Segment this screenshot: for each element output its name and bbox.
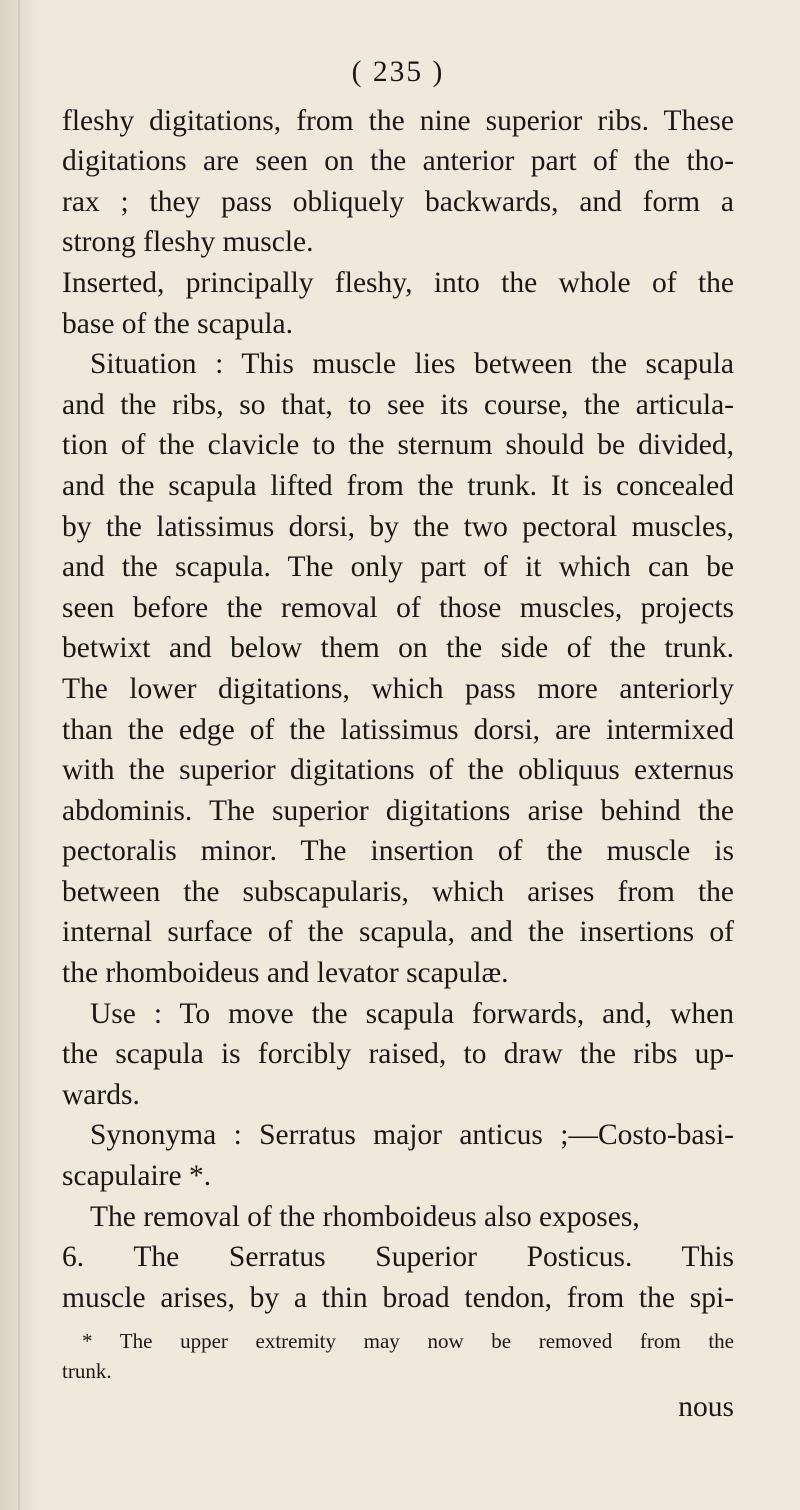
text-line: The removal of the rhomboideus also exposes, (90, 1200, 640, 1233)
text-line: base of the scapula. (62, 307, 293, 340)
text-line: and the scapula lifted from the trunk. It is concealed (62, 469, 734, 502)
text-line: the scapula is forcibly raised, to draw the ribs up- (62, 1038, 734, 1071)
text-line: pectoralis minor. The insertion of the muscle is (62, 835, 734, 868)
text-line: rax ; they pass obliquely backwards, and form a (62, 185, 734, 218)
text-line: fleshy digitations, from the nine superior ribs. These (62, 104, 734, 137)
section-heading-serratus-superior-posticus: 6. The Serratus Superior Posticus. This (62, 1241, 734, 1274)
text-line-use: Use : To move the scapula forwards, and, when (90, 997, 734, 1030)
text-line-situation: Situation : This muscle lies between the scapula (90, 348, 734, 381)
text-line-synonyma: Synonyma : Serratus major anticus ;—Costo-basi- (90, 1119, 734, 1152)
text-line: with the superior digitations of the obliquus externus (62, 754, 734, 787)
footnote-line: * The upper extremity may now be removed from the (82, 1329, 734, 1354)
text-line: internal surface of the scapula, and the insertions of (62, 916, 734, 949)
text-line: by the latissimus dorsi, by the two pectoral muscles, (62, 510, 734, 543)
text-line: and the scapula. The only part of it which can be (62, 551, 734, 584)
text-line: scapulaire *. (62, 1160, 212, 1193)
text-line: seen before the removal of those muscles, projects (62, 591, 734, 624)
footnote-line: trunk. (62, 1359, 112, 1384)
text-line: muscle arises, by a thin broad tendon, from the spi- (62, 1281, 734, 1314)
text-line: abdominis. The superior digitations arise behind the (62, 794, 734, 827)
gutter-shadow (18, 0, 20, 1510)
text-line: betwixt and below them on the side of the trunk. (62, 632, 734, 665)
text-line: than the edge of the latissimus dorsi, are intermixed (62, 713, 734, 746)
text-line: between the subscapularis, which arises from the (62, 875, 734, 908)
text-line: The lower digitations, which pass more anteriorly (62, 672, 734, 705)
text-line: digitations are seen on the anterior part of the tho- (62, 145, 734, 178)
text-line: the rhomboideus and levator scapulæ. (62, 957, 509, 990)
text-line-inserted: Inserted, principally fleshy, into the whole of the (62, 266, 734, 299)
text-line: wards. (62, 1078, 140, 1111)
page-text (62, 52, 734, 1428)
page-number-header: ( 235 ) (351, 56, 445, 88)
text-line: strong fleshy muscle. (62, 226, 314, 259)
catchword: nous (678, 1391, 734, 1424)
text-line: tion of the clavicle to the sternum should be divided, (62, 429, 734, 462)
text-line: and the ribs, so that, to see its course, the articula- (62, 388, 734, 421)
